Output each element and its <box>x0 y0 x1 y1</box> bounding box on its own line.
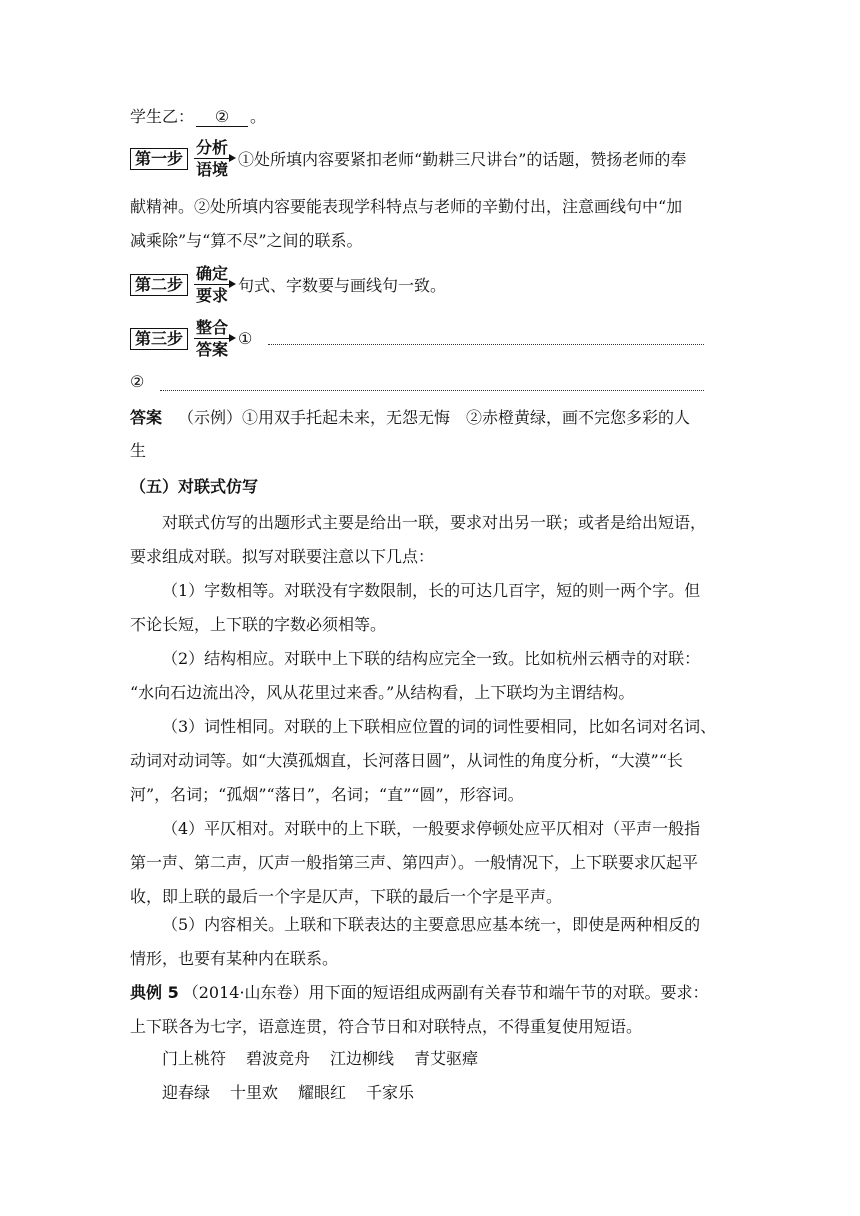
step2-bottom: 要求 <box>196 286 229 305</box>
step1-box: 第一步 <box>130 148 188 170</box>
example-text: （2014·山东卷）用下面的短语组成两副有关春节和端午节的对联。要求： <box>182 983 709 1002</box>
step2-text: 句式、字数要与画线句一致。 <box>238 276 447 295</box>
step2-header <box>130 264 446 305</box>
point-line: （5）内容相关。上联和下联表达的主要意思应基本统一，即使是两种相反的 <box>162 915 701 934</box>
step3-mark2: ② <box>130 372 145 391</box>
answer-line-1 <box>268 344 704 345</box>
section-title: （五）对联式仿写 <box>130 477 259 496</box>
phrase: 江边柳线 <box>330 1049 395 1068</box>
answer-text: （示例）①用双手托起未来，无怨无悔 ②赤橙黄绿，画不完您多彩的人 <box>178 408 691 427</box>
phrase: 耀眼红 <box>298 1083 347 1102</box>
arrow-icon <box>194 158 230 159</box>
phrase: 千家乐 <box>366 1083 415 1102</box>
point-1 <box>130 574 736 642</box>
phrase: 青艾驱瘴 <box>414 1049 479 1068</box>
step3-top: 整合 <box>196 318 229 337</box>
answer-line-2 <box>160 390 704 391</box>
step1-header <box>130 138 686 179</box>
step1-stack <box>194 138 230 179</box>
point-line: （3）词性相同。对联的上下联相应位置的词的词性要相同，比如名词对名词、 <box>162 717 717 736</box>
phrase: 迎春绿 <box>162 1083 211 1102</box>
phrase: 碧波竞舟 <box>246 1049 311 1068</box>
student-line <box>130 104 266 127</box>
example-paragraph <box>130 976 736 1044</box>
answer-line2: 生 <box>130 441 147 460</box>
step3-header <box>130 318 252 359</box>
student-label: 学生乙： <box>130 107 195 126</box>
answer-line1 <box>130 404 690 432</box>
step3-box: 第三步 <box>130 328 188 350</box>
answer-blank: ② <box>196 107 248 127</box>
point-4 <box>130 812 736 914</box>
step1-text3: 减乘除”与“算不尽”之间的联系。 <box>130 231 363 250</box>
step1-bottom: 语境 <box>196 160 229 179</box>
intro-line: 对联式仿写的出题形式主要是给出一联，要求对出另一联；或者是给出短语， <box>162 513 707 532</box>
point-3 <box>130 710 736 812</box>
point-5 <box>130 908 736 976</box>
point-line: 动词对动词等。如“大漠孤烟直，长河落日圆”，从词性的角度分析，“大漠”“长 <box>130 751 683 770</box>
point-line: “水向石边流出冷，风从花里过来香。”从结构看，上下联均为主谓结构。 <box>130 683 635 702</box>
arrow-icon <box>194 284 230 285</box>
step2-box: 第二步 <box>130 274 188 296</box>
phrase: 十里欢 <box>230 1083 279 1102</box>
example-line1 <box>130 976 736 1010</box>
point-line: 收，即上联的最后一个字是仄声，下联的最后一个字是平声。 <box>130 887 563 906</box>
step1-text1: ①处所填内容要紧扣老师“勤耕三尺讲台”的话题，赞扬老师的奉 <box>238 150 687 169</box>
step1-top: 分析 <box>196 138 229 157</box>
point-line: 不论长短，上下联的字数必须相等。 <box>130 615 387 634</box>
intro-line: 要求组成对联。拟写对联要注意以下几点： <box>130 547 435 566</box>
step2-top: 确定 <box>196 264 229 283</box>
point-line: 河”，名词；“孤烟”“落日”，名词；“直”“圆”，形容词。 <box>130 785 524 804</box>
phrases-row-2 <box>162 1080 414 1103</box>
student-end: 。 <box>250 107 267 126</box>
arrow-icon <box>194 338 230 339</box>
step1-text2: 献精神。②处所填内容要能表现学科特点与老师的辛勤付出，注意画线句中“加 <box>130 197 683 216</box>
point-line: 第一声、第二声，仄声一般指第三声、第四声）。一般情况下，上下联要求仄起平 <box>130 853 699 872</box>
example-line2: 上下联各为七字，语意连贯，符合节日和对联特点，不得重复使用短语。 <box>130 1017 643 1036</box>
step3-mark1: ① <box>238 329 253 348</box>
point-2 <box>130 642 736 710</box>
phrases-row-1 <box>162 1046 478 1069</box>
answer-label: 答案 <box>130 408 163 427</box>
step3-stack <box>194 318 230 359</box>
point-line: （1）字数相等。对联没有字数限制，长的可达几百字，短的则一两个字。但 <box>162 581 701 600</box>
example-label: 典例 5 <box>130 983 179 1002</box>
point-line: （4）平仄相对。对联中的上下联，一般要求停顿处应平仄相对（平声一般指 <box>162 819 701 838</box>
step3-bottom: 答案 <box>196 340 229 359</box>
step2-stack <box>194 264 230 305</box>
intro-paragraph <box>130 506 736 574</box>
point-line: （2）结构相应。对联中上下联的结构应完全一致。比如杭州云栖寺的对联： <box>162 649 701 668</box>
point-line: 情形，也要有某种内在联系。 <box>130 949 339 968</box>
phrase: 门上桃符 <box>162 1049 227 1068</box>
